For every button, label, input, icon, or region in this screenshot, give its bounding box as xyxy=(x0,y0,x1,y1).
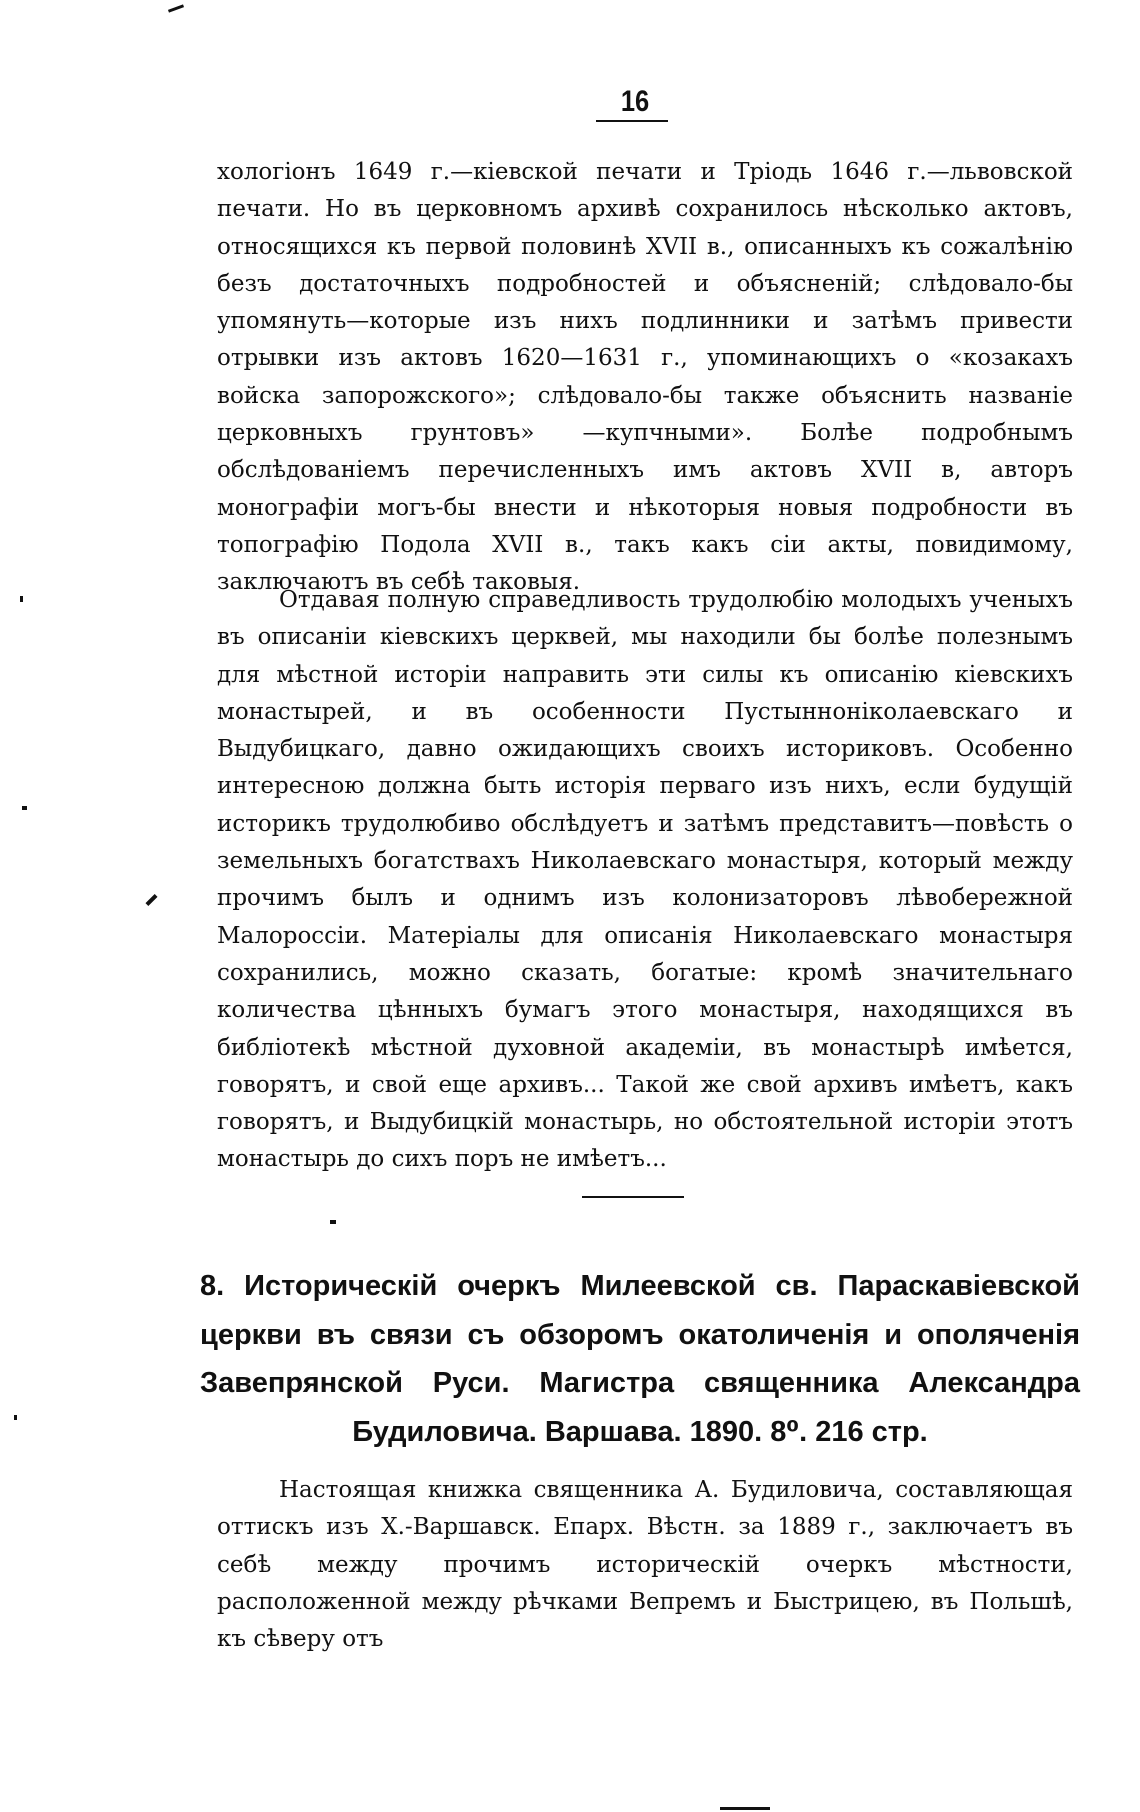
paragraph-2: Отдавая полную справедливость трудолюбію молодыхъ ученыхъ въ описаніи кіевскихъ церквей, мы находили бы болѣе полезнымъ для мѣстной исторіи направить эти силы къ описанію кіевскихъ монастырей, и въ особенности Пустынноніколаевскаго и Выдубицкаго, давно ожидающихъ своихъ историковъ. Особенно интересною должна быть исторія перваго изъ нихъ, если будущій историкъ трудолюбиво обслѣдуетъ и затѣмъ представитъ—повѣсть о земельныхъ богатствахъ Николаевскаго монастыря, который между прочимъ былъ и однимъ изъ колонизаторовъ лѣвобережной Малороссіи. Матеріалы для описанія Николаевскаго монастыря сохранились, можно сказать, богатые: кромѣ значительнаго количества цѣнныхъ бумагъ этого монастыря, находящихся въ библіотекѣ мѣстной духовной академіи, въ монастырѣ имѣется, говорятъ, и свой еще архивъ... Такой же свой архивъ имѣетъ, какъ говорятъ, и Выдубицкій монастырь, но обстоятельной исторіи этотъ монастырь до сихъ поръ не имѣетъ... xyxy=(217,587,1073,1173)
page-number: 16 xyxy=(620,85,650,118)
paragraph-1: хологіонъ 1649 г.—кіевской печати и Тріодь 1646 г.—львовской печати. Но въ церковномъ архивѣ сохранилось нѣсколько актовъ, относящихся къ первой половинѣ XVII в., описанныхъ къ сожалѣнію безъ достаточныхъ подробностей и объясненій; слѣдовало-бы упомянуть—которые изъ нихъ подлинники и затѣмъ привести отрывки изъ актовъ 1620—1631 г., упоминающихъ о «козакахъ войска запорожского»; слѣдовало-бы также объяснить названіе церковныхъ грунтовъ» —купчными». Болѣе подробнымъ обслѣдованіемъ перечисленныхъ имъ актовъ XVII в, авторъ монографіи могъ-бы внести и нѣкоторыя новыя подробности въ топографію Подола XVII в., такъ какъ сіи акты, повидимому, заключаютъ въ себѣ таковыя. xyxy=(217,159,1073,596)
section-heading: 8. Историческій очеркъ Милеевской св. Параскавіевской церкви въ связи съ обзоромъ окатоличенія и ополяченія Завепрянской Руси. Магистра священника Александра Будиловича. Варшава. 1890. 8⁰. 216 стр. xyxy=(200,1270,1080,1448)
ink-mark xyxy=(330,1220,336,1224)
ink-mark xyxy=(168,4,184,12)
ink-mark xyxy=(14,1415,17,1420)
page-number-underline xyxy=(596,120,668,122)
ink-mark xyxy=(20,596,23,602)
ink-mark xyxy=(720,1807,770,1810)
ink-mark xyxy=(22,806,27,810)
ink-mark xyxy=(145,894,157,906)
paragraph-3: Настоящая книжка священника А. Будиловича, составляющая оттискъ изъ Х.-Варшавск. Епарх. Вѣстн. за 1889 г., заключаетъ въ себѣ между прочимъ историческій очеркъ мѣстности, расположенной между рѣчками Вепремъ и Быстрицею, въ Польшѣ, къ сѣверу отъ xyxy=(217,1477,1073,1653)
section-divider xyxy=(582,1196,684,1198)
